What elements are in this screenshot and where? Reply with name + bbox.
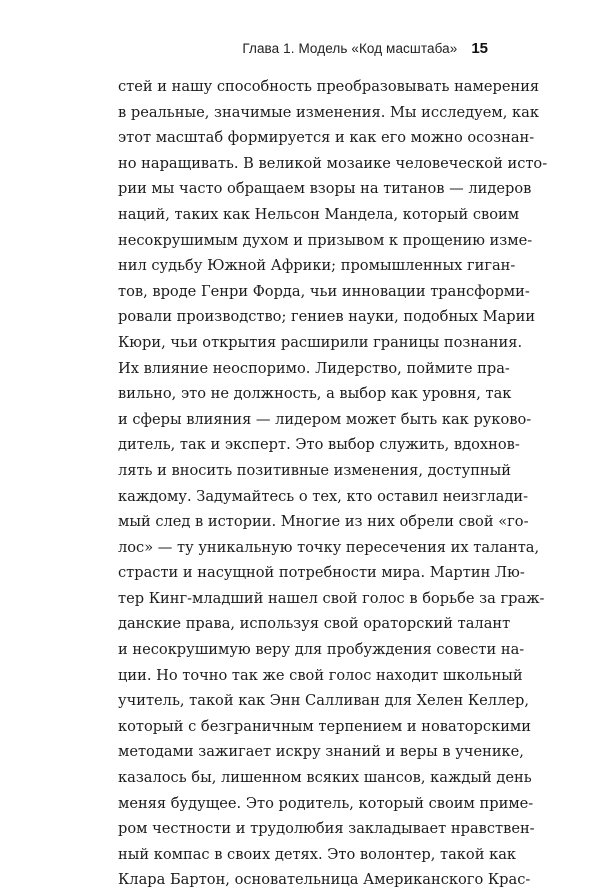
text-line: наций, таких как Нельсон Мандела, который своим [118,205,520,223]
body-text [118,74,548,893]
text-line: в реальные, значимые изменения. Мы исследуем, как [118,103,539,121]
text-line: Кюри, чьи открытия расширили границы познания. [118,333,523,351]
text-line: и сферы влияния — лидером может быть как руково- [118,410,532,428]
text-line: тер Кинг-младший нашел свой голос в борьбе за граж- [118,589,545,607]
text-line: методами зажигает искру знаний и веры в ученике, [118,743,524,761]
text-line: меняя будущее. Это родитель, который своим приме- [118,794,534,812]
text-line: Их влияние неоспоримо. Лидерство, поймите пра- [118,359,510,377]
text-line: несокрушимым духом и призывом к прощению изме- [118,231,533,249]
text-line: ный компас в своих детях. Это волонтер, такой как [118,845,517,863]
text-line: и несокрушимую веру для пробуждения совести на- [118,641,525,659]
text-line: который с безграничным терпением и новаторскими [118,717,532,735]
text-line: лять и вносить позитивные изменения, доступный [118,461,511,479]
text-line: тов, вроде Генри Форда, чьи инновации трансформи- [118,282,530,300]
text-line: рии мы часто обращаем взоры на титанов — лидеров [118,180,532,198]
text-line: нил судьбу Южной Африки; промышленных гиган- [118,257,516,275]
text-line: ровали производство; гениев науки, подобных Марии [118,308,536,326]
text-line: этот масштаб формируется и как его можно осознан- [118,129,535,147]
text-line: казалось бы, лишенном всяких шансов, каждый день [118,769,532,787]
text-line: вильно, это не должность, а выбор как уровня, так [118,385,512,403]
text-line: учитель, такой как Энн Салливан для Хелен Келлер, [118,692,529,710]
text-line: стей и нашу способность преобразовывать намерения [118,78,540,95]
running-header [242,40,488,57]
text-line: мый след в истории. Многие из них обрели свой «го- [118,513,529,531]
text-line: дитель, так и эксперт. Это выбор служить, вдохнов- [118,436,520,454]
text-line: лос» — ту уникальную точку пересечения их таланта, [118,538,540,556]
text-line: ции. Но точно так же свой голос находит школьный [118,666,523,684]
text-line: ром честности и трудолюбия закладывает нравствен- [118,820,535,838]
text-line: каждому. Задумайтесь о тех, кто оставил неизглади- [118,487,529,505]
chapter-title: Глава 1. Модель «Код масштаба» [242,41,458,56]
page-number: 15 [471,40,488,57]
text-line: но наращивать. В великой мозаике человеческой исто- [118,154,548,172]
text-line: страсти и насущной потребности мира. Мартин Лю- [118,564,525,582]
text-line: данские права, используя свой ораторский талант [118,615,511,633]
text-line: Клара Бартон, основательница Американского Крас- [118,871,531,889]
